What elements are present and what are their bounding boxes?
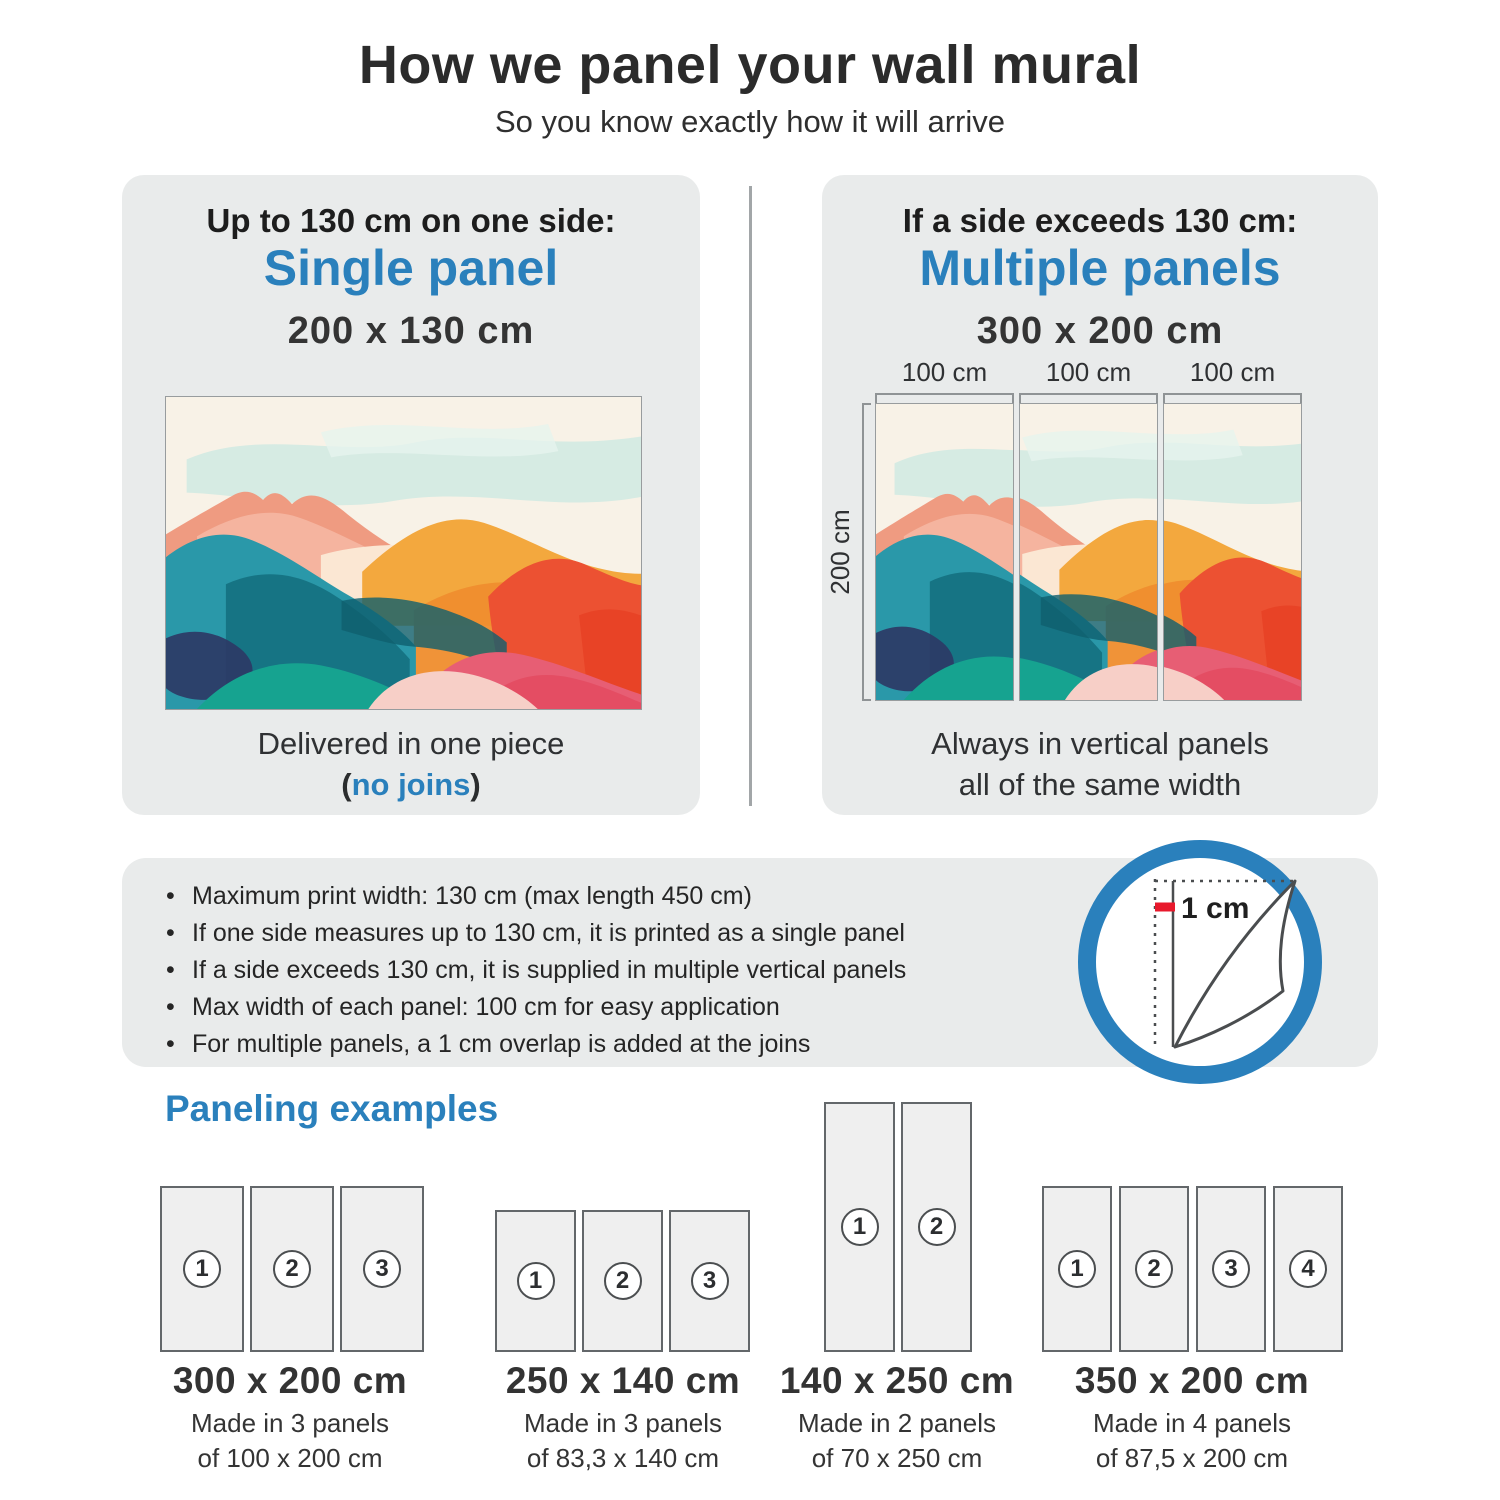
single-mural-image [165, 396, 642, 710]
example-detail: of 83,3 x 140 cm [526, 1443, 720, 1473]
panel-number-badge: 2 [1135, 1250, 1173, 1288]
multi-panel-mural [875, 403, 1302, 701]
panel-number-badge: 3 [691, 1262, 729, 1300]
cards-divider [749, 186, 752, 806]
spec-item: • If a side exceeds 130 cm, it is supplied in multiple vertical panels [166, 952, 1378, 989]
panel-number-badge: 2 [273, 1250, 311, 1288]
single-caption-line2 [122, 767, 700, 803]
paren-open: ( [341, 767, 352, 802]
example-panels-250x140 [495, 1210, 750, 1352]
single-condition: Up to 130 cm on one side: [206, 202, 616, 239]
overlap-icon [1077, 839, 1323, 1085]
height-bracket [862, 403, 871, 701]
example-detail: Made in 2 panels [797, 1408, 997, 1438]
mural-panel-3 [1163, 403, 1302, 701]
example-panel [669, 1210, 750, 1352]
single-name: Single panel [263, 240, 559, 296]
example-detail: of 100 x 200 cm [197, 1443, 383, 1473]
example-panel [824, 1102, 895, 1352]
spec-item: • For multiple panels, a 1 cm overlap is added at the joins [166, 1026, 1378, 1063]
panel-number-badge: 2 [918, 1208, 956, 1246]
mural-panel-2 [1019, 403, 1158, 701]
example-detail: Made in 3 panels [523, 1408, 723, 1438]
example-panel [340, 1186, 424, 1352]
example-detail: Made in 4 panels [1092, 1408, 1292, 1438]
example-size: 140 x 250 cm [779, 1360, 1015, 1401]
example-detail: of 87,5 x 200 cm [1095, 1443, 1289, 1473]
page-title: How we panel your wall mural [358, 35, 1142, 95]
example-size: 250 x 140 cm [505, 1360, 741, 1401]
spec-item: • If one side measures up to 130 cm, it is printed as a single panel [166, 915, 1378, 952]
panel-number-badge: 1 [1058, 1250, 1096, 1288]
mural-artwork [166, 397, 641, 709]
panel-number-badge: 3 [1212, 1250, 1250, 1288]
panel-number-badge: 4 [1289, 1250, 1327, 1288]
mural-panel-1 [875, 403, 1014, 701]
spec-item: • Max width of each panel: 100 cm for easy application [166, 989, 1378, 1026]
mural-artwork [1019, 404, 1158, 700]
width-brackets [875, 357, 1302, 404]
example-panels-300x200 [160, 1186, 424, 1352]
multiple-caption-line2: all of the same width [958, 767, 1242, 802]
width-bracket-1 [875, 357, 1014, 404]
single-size: 200 x 130 cm [287, 310, 535, 352]
single-panel-card [122, 175, 700, 815]
example-caption-250x140 [463, 1360, 783, 1476]
example-detail: of 70 x 250 cm [811, 1443, 983, 1473]
spec-item: • Maximum print width: 130 cm (max length 450 cm) [166, 878, 1378, 915]
example-panels-350x200 [1042, 1186, 1343, 1352]
example-panel [160, 1186, 244, 1352]
multiple-condition: If a side exceeds 130 cm: [902, 202, 1298, 239]
panel-number-badge: 1 [183, 1250, 221, 1288]
single-caption-line1: Delivered in one piece [257, 726, 565, 761]
mural-artwork [1163, 404, 1302, 700]
example-panel [582, 1210, 663, 1352]
panel-number-badge: 1 [841, 1208, 879, 1246]
multiple-size: 300 x 200 cm [976, 310, 1224, 352]
multiple-caption-line1: Always in vertical panels [931, 726, 1269, 761]
examples-heading: Paneling examples [165, 1088, 499, 1129]
no-joins-highlight: no joins [351, 767, 471, 802]
example-panel [250, 1186, 334, 1352]
multiple-name: Multiple panels [919, 240, 1281, 296]
width-bracket-3 [1163, 357, 1302, 404]
example-panel [495, 1210, 576, 1352]
width-label-2: 100 cm [1045, 357, 1132, 387]
example-caption-350x200 [1032, 1360, 1352, 1476]
width-label-3: 100 cm [1189, 357, 1276, 387]
paren-close: ) [470, 767, 481, 802]
example-panel [901, 1102, 972, 1352]
example-panels-140x250 [824, 1102, 972, 1352]
height-label: 200 cm [825, 509, 855, 595]
panel-number-badge: 3 [363, 1250, 401, 1288]
example-caption-140x250 [737, 1360, 1057, 1476]
example-detail: Made in 3 panels [190, 1408, 390, 1438]
example-panel [1042, 1186, 1112, 1352]
panel-number-badge: 1 [517, 1262, 555, 1300]
example-size: 300 x 200 cm [172, 1360, 408, 1401]
overlap-measure-label: 1 cm [1181, 892, 1250, 925]
page-subtitle: So you know exactly how it will arrive [495, 104, 1005, 139]
example-panel [1196, 1186, 1266, 1352]
example-panel [1119, 1186, 1189, 1352]
width-label-1: 100 cm [901, 357, 988, 387]
example-caption-300x200 [130, 1360, 450, 1476]
width-bracket-2 [1019, 357, 1158, 404]
multiple-panels-card [822, 175, 1378, 815]
panel-number-badge: 2 [604, 1262, 642, 1300]
mural-artwork [876, 404, 1014, 700]
example-panel [1273, 1186, 1343, 1352]
page-peel-icon [1077, 839, 1323, 1085]
example-size: 350 x 200 cm [1074, 1360, 1310, 1401]
